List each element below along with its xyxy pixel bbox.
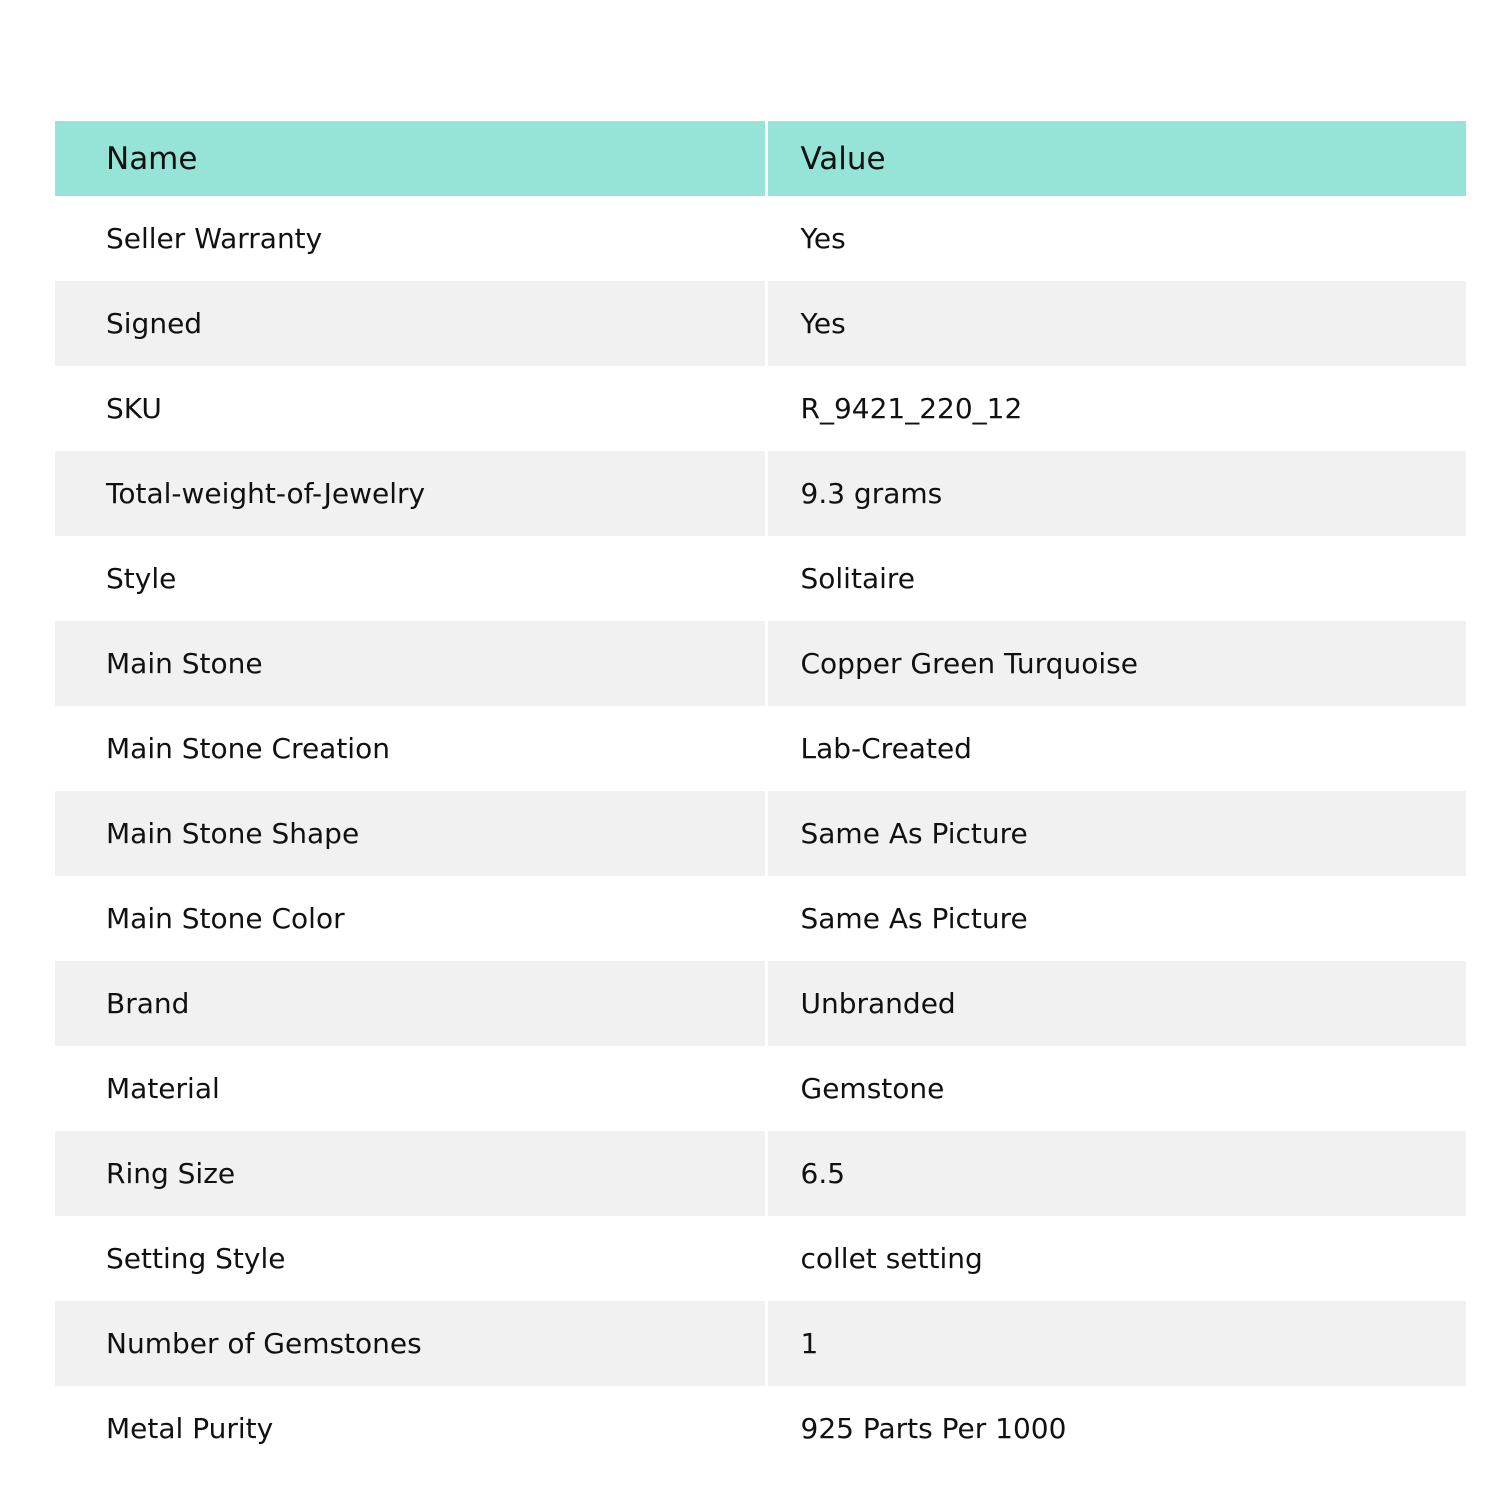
row-value-cell: 1: [766, 1301, 1466, 1386]
table-row: [55, 281, 1466, 366]
row-value-cell: Same As Picture: [800, 902, 1028, 935]
row-name-cell: Signed: [55, 281, 766, 366]
table-row: [55, 451, 1466, 536]
table-row: [55, 791, 1466, 876]
table-row: [55, 1131, 1466, 1216]
value-column-header: Value: [766, 121, 1466, 196]
row-value-cell: Yes: [800, 222, 846, 255]
table-row: [55, 1216, 1466, 1301]
table-row: [55, 196, 1466, 281]
row-name-cell: Main Stone: [55, 621, 766, 706]
row-name-cell: Brand: [55, 961, 766, 1046]
row-name-cell: Setting Style: [55, 1216, 766, 1301]
table-row: [55, 876, 1466, 961]
row-value-cell: Yes: [766, 281, 1466, 366]
row-value-cell: Same As Picture: [766, 791, 1466, 876]
table-row: [55, 961, 1466, 1046]
row-value-cell: 9.3 grams: [766, 451, 1466, 536]
row-name-cell: Metal Purity: [55, 1386, 766, 1471]
table-row: [55, 536, 1466, 621]
row-name-cell: Seller Warranty: [55, 196, 766, 281]
table-row: [55, 366, 1466, 451]
table-row: [55, 706, 1466, 791]
name-column-header: Name: [55, 121, 766, 196]
table-row: [55, 1386, 1466, 1471]
row-name-cell: Style: [55, 536, 766, 621]
table-row: [55, 1301, 1466, 1386]
row-value-cell: Unbranded: [766, 961, 1466, 1046]
row-value-cell: Gemstone: [800, 1072, 945, 1105]
row-value-cell: Lab-Created: [800, 732, 972, 765]
row-value-cell: 6.5: [766, 1131, 1466, 1216]
row-value-cell: R_9421_220_12: [800, 392, 1023, 425]
row-name-cell: Material: [55, 1046, 766, 1131]
row-value-cell: 925 Parts Per 1000: [800, 1412, 1067, 1445]
row-name-cell: Main Stone Creation: [55, 706, 766, 791]
table-header: [55, 121, 1466, 196]
row-name-cell: Main Stone Color: [55, 876, 766, 961]
row-value-cell: Solitaire: [800, 562, 916, 595]
table-row: [55, 1046, 1466, 1131]
row-value-cell: collet setting: [800, 1242, 983, 1275]
table-body: [55, 196, 1466, 1471]
row-name-cell: SKU: [55, 366, 766, 451]
row-name-cell: Number of Gemstones: [55, 1301, 766, 1386]
header-row: [55, 121, 1466, 196]
specifications-table: [55, 121, 1466, 1471]
row-name-cell: Total-weight-of-Jewelry: [55, 451, 766, 536]
table-row: [55, 621, 1466, 706]
row-name-cell: Ring Size: [55, 1131, 766, 1216]
row-name-cell: Main Stone Shape: [55, 791, 766, 876]
row-value-cell: Copper Green Turquoise: [766, 621, 1466, 706]
